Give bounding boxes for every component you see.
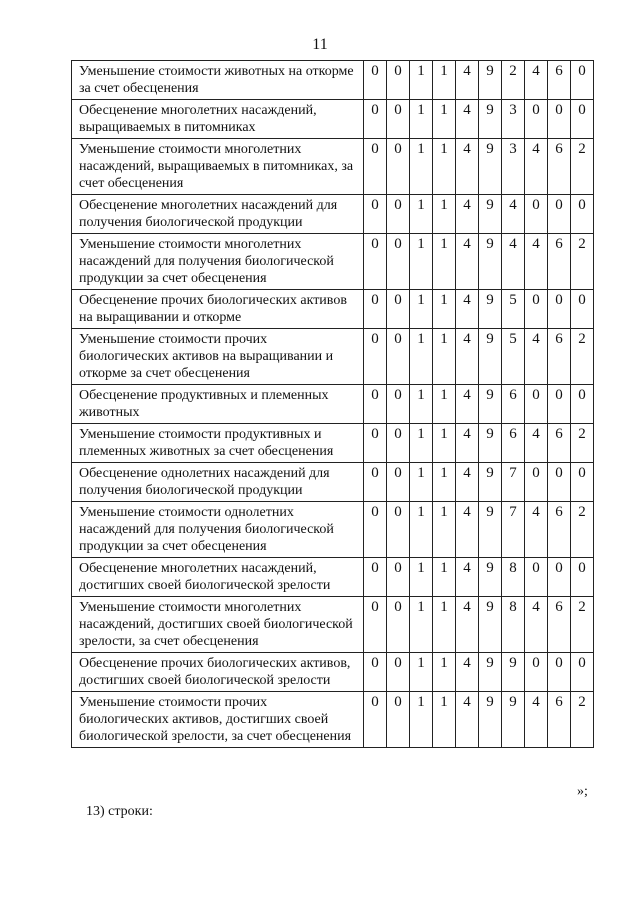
table-row <box>72 139 594 195</box>
code-digit: 0 <box>364 329 387 385</box>
code-digit: 0 <box>571 558 594 597</box>
code-digit: 0 <box>387 424 410 463</box>
code-digit: 4 <box>456 558 479 597</box>
code-digit: 0 <box>364 558 387 597</box>
code-digit: 0 <box>387 234 410 290</box>
row-label: Обесценение многолетних насаждений, достигших своей биологической зрелости <box>72 558 364 597</box>
row-label: Уменьшение стоимости многолетних насаждений для получения биологической продукции за счет обесценения <box>72 234 364 290</box>
code-digit: 9 <box>479 424 502 463</box>
code-digit: 1 <box>410 502 433 558</box>
code-digit: 0 <box>548 195 571 234</box>
code-digit: 0 <box>525 463 548 502</box>
code-digit: 9 <box>479 195 502 234</box>
code-digit: 1 <box>433 424 456 463</box>
code-digit: 2 <box>571 692 594 748</box>
table-row <box>72 502 594 558</box>
code-digit: 0 <box>548 385 571 424</box>
code-digit: 1 <box>433 653 456 692</box>
table-row <box>72 195 594 234</box>
code-digit: 8 <box>502 597 525 653</box>
code-digit: 4 <box>456 653 479 692</box>
code-digit: 2 <box>571 329 594 385</box>
code-digit: 0 <box>364 100 387 139</box>
code-digit: 2 <box>571 502 594 558</box>
table-row <box>72 653 594 692</box>
table-row <box>72 100 594 139</box>
code-digit: 4 <box>456 329 479 385</box>
code-digit: 4 <box>525 597 548 653</box>
code-digit: 1 <box>433 234 456 290</box>
code-digit: 4 <box>456 502 479 558</box>
row-label: Уменьшение стоимости многолетних насаждений, достигших своей биологической зрелости, за счет обесценения <box>72 597 364 653</box>
code-digit: 1 <box>410 139 433 195</box>
table-body <box>72 61 594 748</box>
code-digit: 8 <box>502 558 525 597</box>
row-label: Обесценение прочих биологических активов, достигших своей биологической зрелости <box>72 653 364 692</box>
code-digit: 4 <box>525 139 548 195</box>
code-digit: 0 <box>525 100 548 139</box>
code-digit: 1 <box>410 290 433 329</box>
code-digit: 7 <box>502 463 525 502</box>
code-digit: 6 <box>548 139 571 195</box>
code-digit: 0 <box>571 385 594 424</box>
code-digit: 0 <box>525 385 548 424</box>
code-digit: 9 <box>502 692 525 748</box>
row-label: Обесценение многолетних насаждений, выращиваемых в питомниках <box>72 100 364 139</box>
code-digit: 9 <box>479 139 502 195</box>
code-digit: 0 <box>364 234 387 290</box>
table-row <box>72 61 594 100</box>
code-digit: 7 <box>502 502 525 558</box>
code-digit: 1 <box>410 61 433 100</box>
code-digit: 0 <box>364 692 387 748</box>
code-digit: 0 <box>387 61 410 100</box>
code-digit: 1 <box>433 597 456 653</box>
code-digit: 1 <box>410 597 433 653</box>
code-digit: 9 <box>479 502 502 558</box>
code-digit: 4 <box>456 385 479 424</box>
page-number: 11 <box>312 36 328 53</box>
row-label: Обесценение продуктивных и племенных животных <box>72 385 364 424</box>
code-digit: 0 <box>387 385 410 424</box>
code-digit: 0 <box>387 463 410 502</box>
table-row <box>72 424 594 463</box>
section-heading: 13) строки: <box>86 804 153 819</box>
code-digit: 0 <box>571 61 594 100</box>
code-digit: 6 <box>548 329 571 385</box>
code-digit: 0 <box>364 424 387 463</box>
code-digit: 2 <box>571 139 594 195</box>
code-digit: 0 <box>364 502 387 558</box>
table-row <box>72 234 594 290</box>
code-digit: 2 <box>571 424 594 463</box>
code-digit: 4 <box>525 502 548 558</box>
code-digit: 1 <box>410 385 433 424</box>
row-label: Обесценение прочих биологических активов на выращивании и откорме <box>72 290 364 329</box>
code-digit: 0 <box>387 329 410 385</box>
table-row <box>72 597 594 653</box>
code-digit: 0 <box>387 597 410 653</box>
code-digit: 1 <box>433 100 456 139</box>
code-digit: 1 <box>433 558 456 597</box>
code-digit: 0 <box>525 290 548 329</box>
code-digit: 4 <box>525 424 548 463</box>
code-digit: 0 <box>571 290 594 329</box>
code-digit: 4 <box>456 100 479 139</box>
code-digit: 0 <box>364 139 387 195</box>
code-digit: 0 <box>548 558 571 597</box>
row-label: Уменьшение стоимости животных на откорме за счет обесценения <box>72 61 364 100</box>
table-row <box>72 329 594 385</box>
code-digit: 0 <box>364 653 387 692</box>
code-digit: 6 <box>548 502 571 558</box>
code-digit: 0 <box>548 290 571 329</box>
code-digit: 0 <box>548 653 571 692</box>
code-digit: 0 <box>364 195 387 234</box>
code-digit: 4 <box>456 139 479 195</box>
code-digit: 1 <box>433 61 456 100</box>
code-digit: 0 <box>364 290 387 329</box>
code-digit: 1 <box>433 385 456 424</box>
code-digit: 3 <box>502 100 525 139</box>
code-digit: 0 <box>387 558 410 597</box>
code-digit: 4 <box>456 692 479 748</box>
code-digit: 6 <box>548 61 571 100</box>
code-digit: 1 <box>433 502 456 558</box>
code-digit: 1 <box>410 329 433 385</box>
code-digit: 4 <box>456 290 479 329</box>
code-digit: 0 <box>525 558 548 597</box>
code-digit: 5 <box>502 329 525 385</box>
code-digit: 1 <box>433 195 456 234</box>
code-digit: 0 <box>387 139 410 195</box>
code-digit: 4 <box>456 597 479 653</box>
code-digit: 2 <box>571 597 594 653</box>
code-digit: 4 <box>456 424 479 463</box>
code-digit: 0 <box>571 653 594 692</box>
code-digit: 0 <box>548 100 571 139</box>
code-digit: 2 <box>571 234 594 290</box>
code-digit: 9 <box>479 329 502 385</box>
code-digit: 0 <box>548 463 571 502</box>
code-digit: 1 <box>433 463 456 502</box>
code-digit: 9 <box>479 558 502 597</box>
code-digit: 9 <box>479 692 502 748</box>
code-digit: 0 <box>571 100 594 139</box>
code-digit: 4 <box>525 61 548 100</box>
code-digit: 1 <box>433 692 456 748</box>
table-row <box>72 463 594 502</box>
code-digit: 4 <box>502 195 525 234</box>
code-digit: 0 <box>364 597 387 653</box>
code-digit: 0 <box>387 195 410 234</box>
code-digit: 1 <box>410 653 433 692</box>
code-digit: 1 <box>410 100 433 139</box>
code-digit: 6 <box>502 385 525 424</box>
code-digit: 6 <box>548 597 571 653</box>
code-digit: 5 <box>502 290 525 329</box>
code-digit: 0 <box>387 653 410 692</box>
closing-quote: »; <box>577 784 588 799</box>
code-digit: 1 <box>410 558 433 597</box>
code-digit: 0 <box>571 195 594 234</box>
code-digit: 9 <box>479 653 502 692</box>
code-digit: 4 <box>456 463 479 502</box>
code-digit: 0 <box>387 502 410 558</box>
row-label: Обесценение однолетних насаждений для получения биологической продукции <box>72 463 364 502</box>
code-digit: 9 <box>502 653 525 692</box>
table-row <box>72 558 594 597</box>
code-digit: 0 <box>525 195 548 234</box>
row-label: Уменьшение стоимости продуктивных и племенных животных за счет обесценения <box>72 424 364 463</box>
account-code-table <box>71 60 594 748</box>
code-digit: 9 <box>479 597 502 653</box>
code-digit: 0 <box>387 290 410 329</box>
row-label: Уменьшение стоимости многолетних насаждений, выращиваемых в питомниках, за счет обесценения <box>72 139 364 195</box>
code-digit: 4 <box>502 234 525 290</box>
code-digit: 6 <box>548 692 571 748</box>
code-digit: 4 <box>456 234 479 290</box>
code-digit: 0 <box>525 653 548 692</box>
code-digit: 1 <box>410 692 433 748</box>
row-label: Уменьшение стоимости прочих биологических активов, достигших своей биологической зрелости, за счет обесценения <box>72 692 364 748</box>
code-digit: 6 <box>548 234 571 290</box>
code-digit: 4 <box>525 329 548 385</box>
table-row <box>72 385 594 424</box>
code-digit: 1 <box>410 234 433 290</box>
row-label: Уменьшение стоимости однолетних насаждений для получения биологической продукции за счет обесценения <box>72 502 364 558</box>
code-digit: 9 <box>479 61 502 100</box>
code-digit: 9 <box>479 234 502 290</box>
code-digit: 9 <box>479 290 502 329</box>
code-digit: 1 <box>433 139 456 195</box>
code-digit: 0 <box>364 61 387 100</box>
code-digit: 0 <box>387 100 410 139</box>
code-digit: 0 <box>364 385 387 424</box>
code-digit: 4 <box>525 692 548 748</box>
code-digit: 3 <box>502 139 525 195</box>
code-digit: 9 <box>479 385 502 424</box>
code-digit: 0 <box>387 692 410 748</box>
code-digit: 6 <box>548 424 571 463</box>
code-digit: 1 <box>433 290 456 329</box>
code-digit: 9 <box>479 463 502 502</box>
table-row <box>72 692 594 748</box>
code-digit: 9 <box>479 100 502 139</box>
code-digit: 1 <box>410 463 433 502</box>
code-digit: 1 <box>410 195 433 234</box>
table-row <box>72 290 594 329</box>
code-digit: 4 <box>525 234 548 290</box>
code-digit: 6 <box>502 424 525 463</box>
code-digit: 1 <box>433 329 456 385</box>
row-label: Уменьшение стоимости прочих биологических активов на выращивании и откорме за счет обесценения <box>72 329 364 385</box>
code-digit: 1 <box>410 424 433 463</box>
code-digit: 2 <box>502 61 525 100</box>
code-digit: 4 <box>456 195 479 234</box>
code-digit: 0 <box>364 463 387 502</box>
code-digit: 4 <box>456 61 479 100</box>
code-digit: 0 <box>571 463 594 502</box>
row-label: Обесценение многолетних насаждений для получения биологической продукции <box>72 195 364 234</box>
